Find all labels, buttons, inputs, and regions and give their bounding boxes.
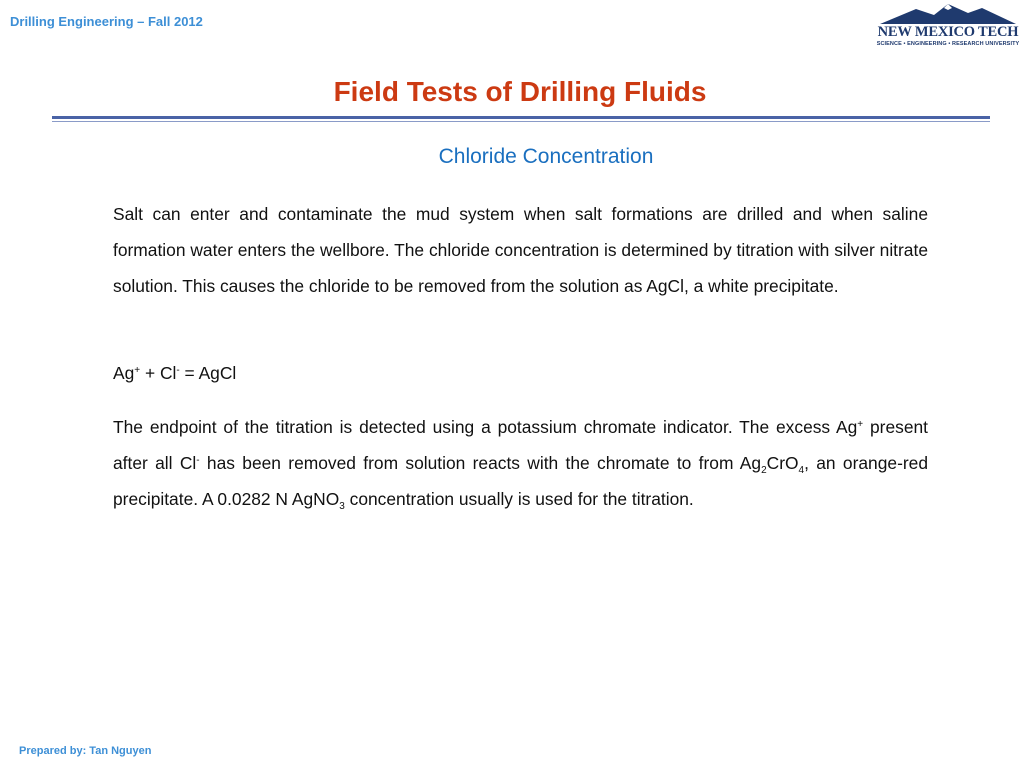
title-divider — [52, 116, 990, 119]
p2-text-5: , an orange-red precipitate. A 0.0282 N AgNO — [113, 453, 928, 509]
eq-silver: Ag — [113, 363, 135, 383]
p2-text-2: present after all Cl — [113, 417, 928, 473]
slide-title: Field Tests of Drilling Fluids — [333, 76, 707, 107]
p2-text-3: has been removed from solution reacts with the chromate to from Ag — [199, 453, 762, 473]
p2-text-1: The endpoint of the titration is detected using a potassium chromate indicator. The excess Ag — [113, 417, 858, 437]
eq-silver-charge: + — [134, 365, 141, 376]
paragraph-salt-contamination: Salt can enter and contaminate the mud system when salt formations are drilled and when saline formation water enters the wellbore. The chloride concentration is determined by titration with silver nitrate solution. This causes the chloride to be removed from the solution as AgCl, a white precipitate. — [113, 204, 928, 296]
p2-sub-3: 3 — [339, 501, 345, 512]
new-mexico-tech-logo — [876, 4, 1020, 52]
logo-wordmark: NEW MEXICO TECH — [877, 24, 1019, 40]
p2-text-4: CrO — [766, 453, 799, 473]
p2-sup-2: - — [196, 455, 200, 466]
p2-text-6: concentration usually is used for the titration. — [344, 489, 694, 509]
logo-tagline: SCIENCE • ENGINEERING • RESEARCH UNIVERSITY — [876, 41, 1020, 47]
eq-product: = AgCl — [179, 363, 237, 383]
eq-chloride-charge: - — [176, 365, 180, 376]
title-divider-thin — [52, 121, 990, 122]
course-title: Drilling Engineering – Fall 2012 — [10, 14, 203, 29]
section-heading: Chloride Concentration — [438, 145, 654, 168]
p2-sub-2: 4 — [798, 465, 805, 476]
p2-sup-1: + — [857, 419, 864, 430]
eq-chloride: + Cl — [140, 363, 177, 383]
reaction-equation — [113, 355, 928, 391]
footer-author: Prepared by: Tan Nguyen — [19, 745, 152, 757]
paragraph-titration-endpoint — [113, 409, 928, 517]
mountain-logo-icon — [876, 4, 1020, 24]
p2-sub-1: 2 — [761, 465, 767, 476]
